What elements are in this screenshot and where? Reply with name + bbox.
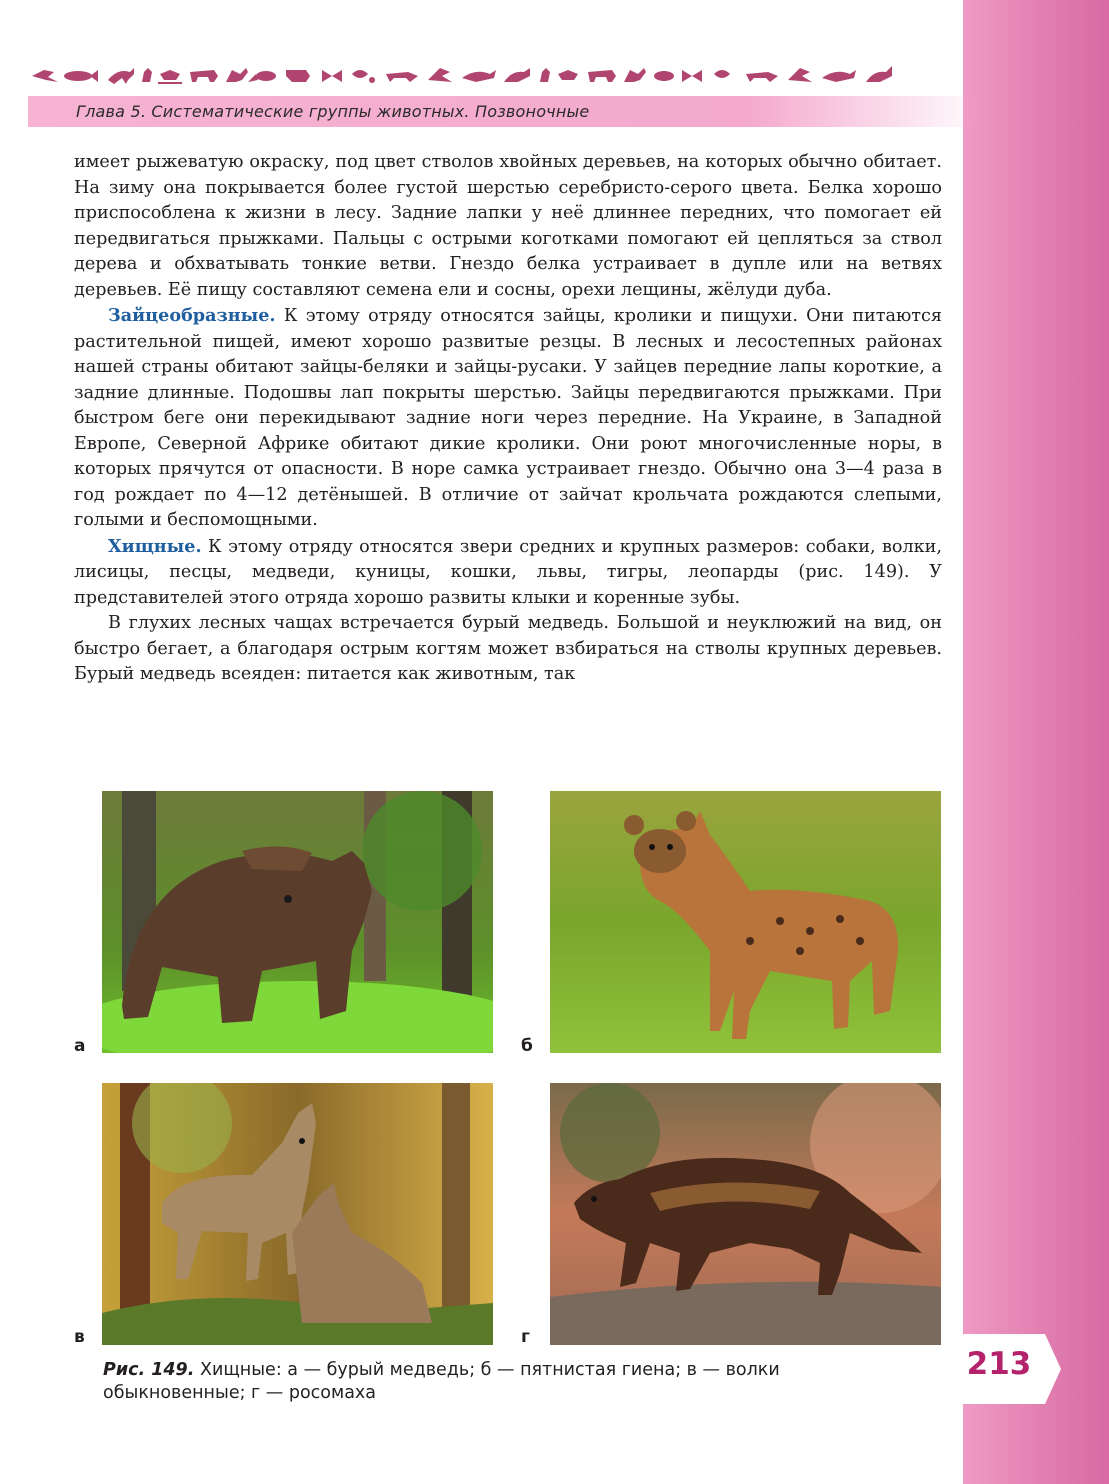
paragraph-carnivores [74, 534, 942, 612]
figure-caption-text: Хищные: а — бурый медведь; б — пятнистая гиена; в — волки обыкновенные; г — росомаха [103, 1360, 780, 1403]
paragraph-squirrel: имеет рыжеватую окраску, под цвет стволов хвойных деревьев, на которых обычно обитает. На зиму она покрывается более густой шерстью серебристо-серого цвета. Белка хорошо приспособлена к жизни в лесу. Задние лапки у неё длиннее передних, что помогает ей передвигаться прыжками. Пальцы с острыми коготками помогают ей цепляться за ствол дерева и обхватывать тонкие ветви. Гнездо белка устраивает в дупле или на ветвях деревьев. Её пищу составляют семена ели и сосны, орехи лещины, жёлуди дуба. [74, 152, 942, 300]
label-g: г [521, 1327, 530, 1347]
label-b: б [521, 1036, 533, 1056]
label-a: а [74, 1036, 86, 1056]
page-number: 213 [966, 1346, 1032, 1382]
animal-silhouettes-ornament [30, 60, 900, 88]
photo-brown-bear [102, 791, 493, 1053]
paragraph-carnivores-text: К этому отряду относятся звери средних и крупных размеров: собаки, волки, лисицы, песцы, медведи, куницы, кошки, львы, тигры, леопарды (рис. 149). У представителей этого отряда хорошо развиты клыки и коренные зубы. [74, 536, 942, 608]
term-lagomorphs: Зайцеобразные. [108, 305, 276, 326]
page-edge-band [963, 0, 1109, 1484]
photo-wolves [102, 1083, 493, 1345]
paragraph-brown-bear: В глухих лесных чащах встречается бурый медведь. Большой и неуклюжий на вид, он быстро бегает, а благодаря острым когтям может взбираться на стволы крупных деревьев. Бурый медведь всеяден: питается как животным, так [74, 613, 942, 684]
photo-wolverine [550, 1083, 941, 1345]
photo-spotted-hyena [550, 791, 941, 1053]
paragraph-lagomorphs-text: К этому отряду относятся зайцы, кролики и пищухи. Они питаются растительной пищей, имеют хорошо развитые резцы. В лесных и лесостепных районах нашей страны обитают зайцы-беляки и зайцы-русаки. У зайцев передние лапы короткие, а задние длинные. Подошвы лап покрыты шерстью. Зайцы передвигаются прыжками. При быстром беге они перекидывают задние ноги через передние. На Украине, в Западной Европе, Северной Африке обитают дикие кролики. Они роют многочисленные норы, в которых прячутся от опасности. В норе самка устраивает гнездо. Обычно она 3—4 раза в год рождает по 4—12 детёнышей. В отличие от зайчат крольчата рождаются слепыми, голыми и беспомощными. [74, 306, 942, 530]
figure-caption [103, 1359, 883, 1405]
paragraph-lagomorphs [74, 303, 942, 534]
chapter-header-bar [28, 96, 988, 127]
chapter-title: Глава 5. Систематические группы животных. Позвоночные [76, 102, 590, 121]
body-text [74, 150, 942, 688]
figure-number: Рис. 149. [103, 1360, 195, 1380]
term-carnivores: Хищные. [108, 535, 202, 557]
label-v: в [74, 1327, 85, 1347]
